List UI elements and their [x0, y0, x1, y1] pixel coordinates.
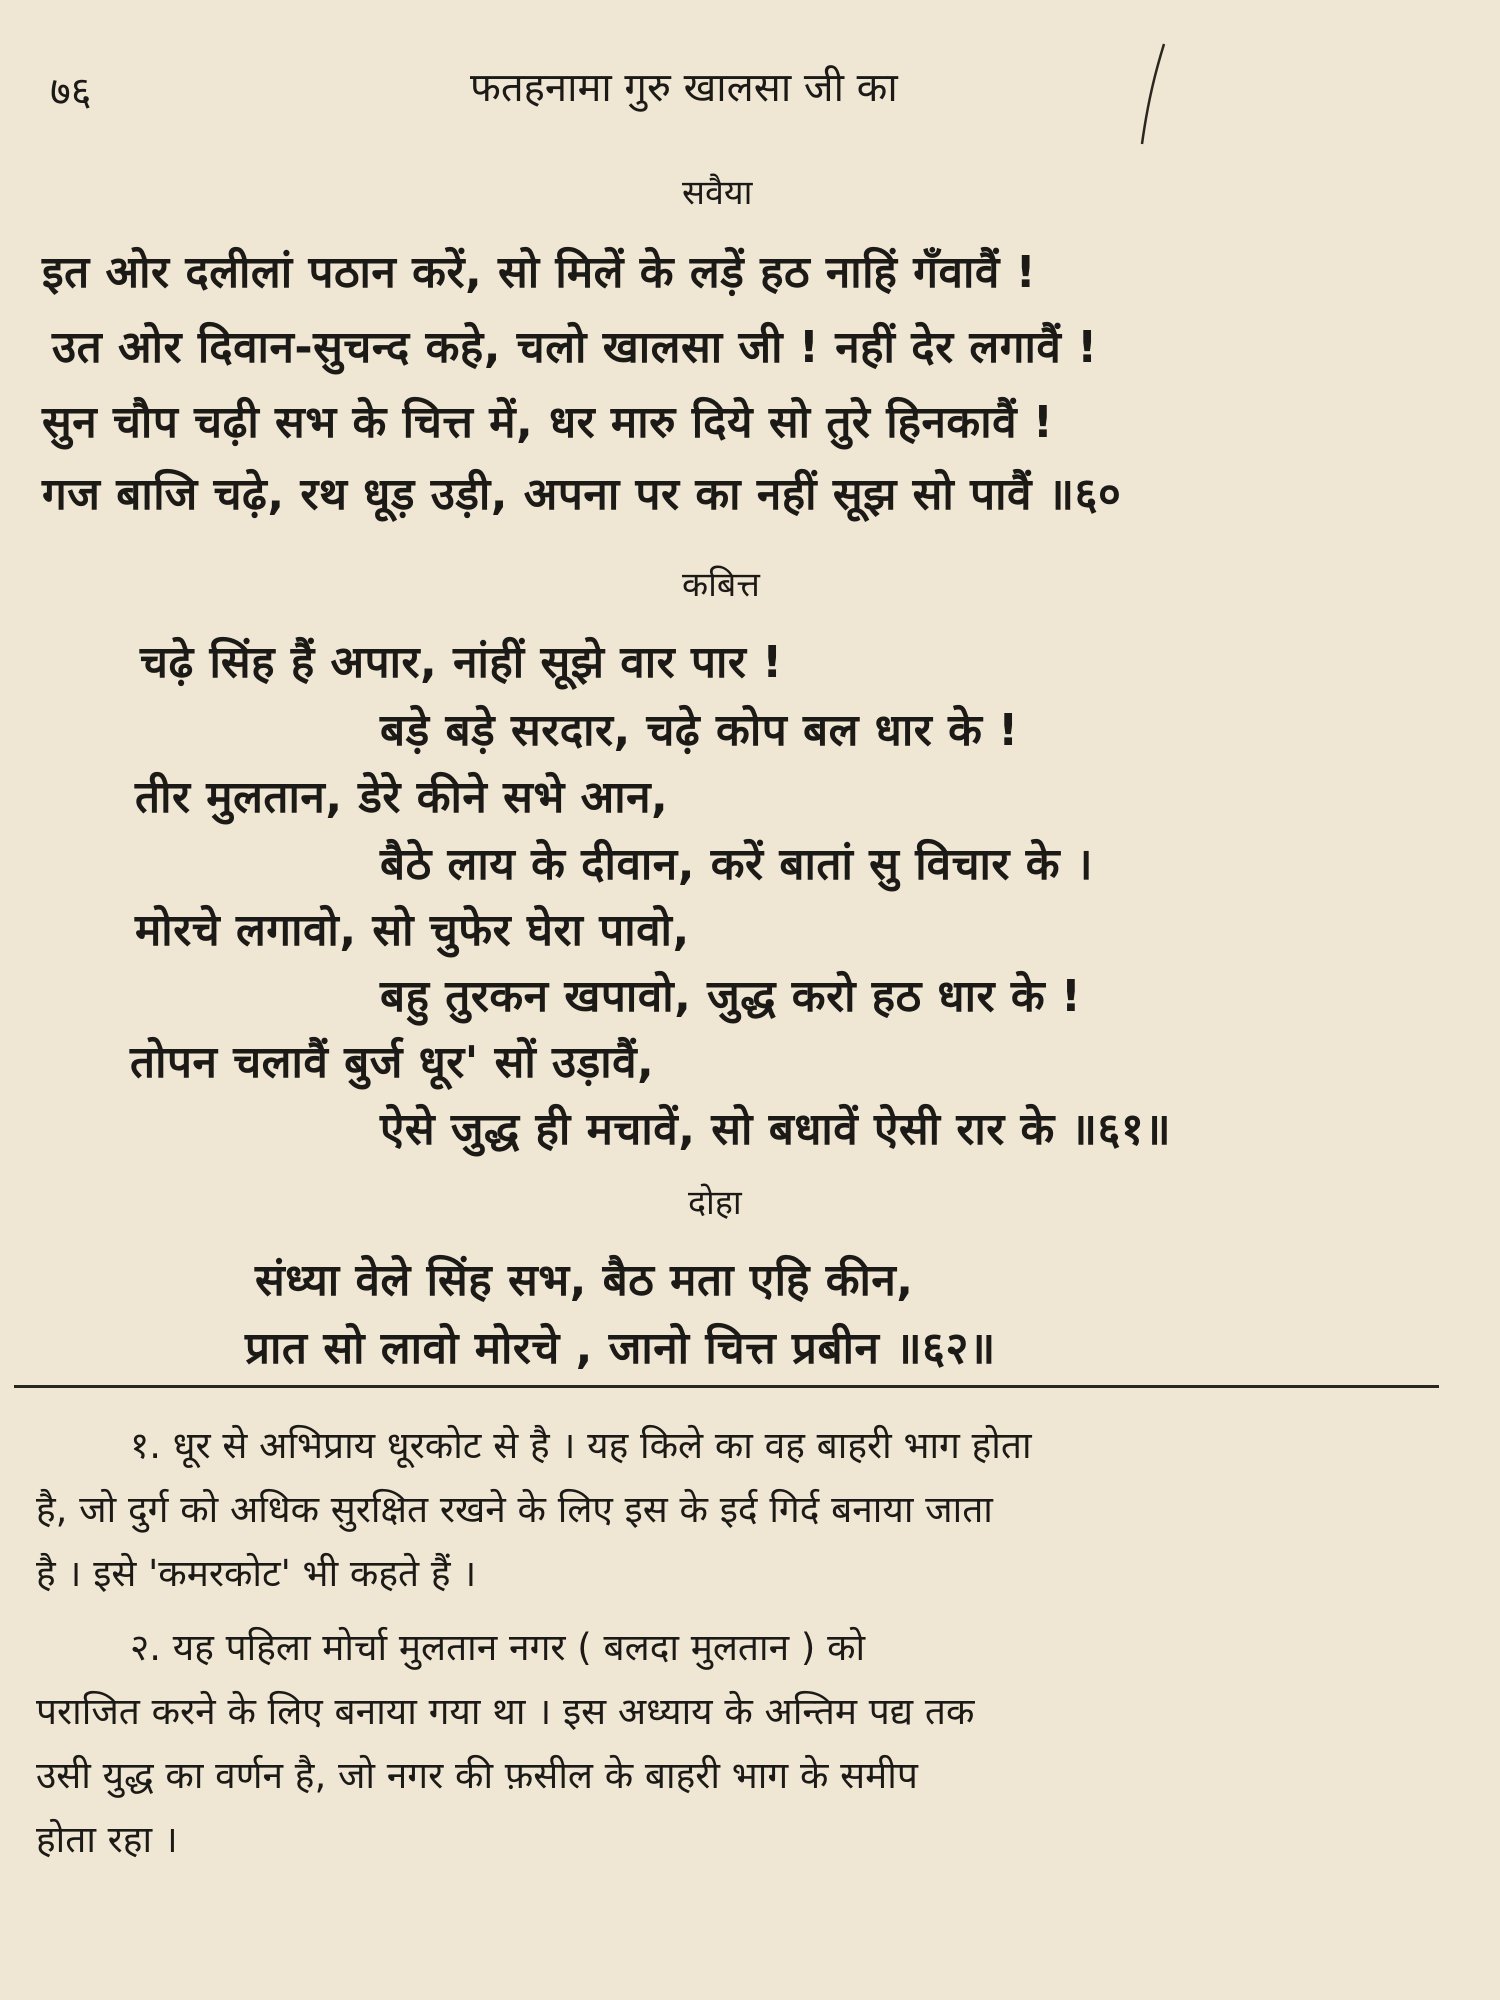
footnote-divider — [14, 1385, 1439, 1388]
verse-line: बहु तुरकन खपावो, जुद्ध करो हठ धार के ! — [380, 971, 1082, 1022]
verse-line: गज बाजि चढ़े, रथ धूड़ उड़ी, अपना पर का नहीं सूझ सो पावैं ॥६० — [42, 469, 1122, 520]
verse-line: बड़े बड़े सरदार, चढ़े कोप बल धार के ! — [380, 705, 1019, 756]
section-heading-doha: दोहा — [688, 1183, 742, 1223]
verse-line: संध्या वेले सिंह सभ, बैठ मता एहि कीन, — [255, 1255, 914, 1306]
section-heading-savaiya: सवैया — [682, 173, 753, 213]
footnote-line: है । इसे 'कमरकोट' भी कहते हैं । — [36, 1552, 477, 1595]
verse-line: चढ़े सिंह हैं अपार, नांहीं सूझे वार पार ! — [140, 637, 783, 688]
verse-line: बैठे लाय के दीवान, करें बातां सु विचार के । — [380, 839, 1094, 890]
running-title: फतहनामा गुरु खालसा जी का — [470, 65, 898, 111]
verse-line: सुन चौप चढ़ी सभ के चित्त में, धर मारु दिये सो तुरे हिनकावैं ! — [42, 397, 1054, 448]
section-heading-kabitt: कबित्त — [682, 565, 760, 605]
verse-line: तीर मुलतान, डेरे कीने सभे आन, — [135, 772, 669, 823]
footnote-line: होता रहा । — [36, 1818, 178, 1861]
footnote-line: २. यह पहिला मोर्चा मुलतान नगर ( बलदा मुलतान ) को — [130, 1626, 866, 1669]
verse-line: इत ओर दलीलां पठान करें, सो मिलें के लड़ें हठ नाहिं गँवावैं ! — [42, 247, 1037, 298]
pen-stroke-mark — [1130, 40, 1170, 150]
verse-line: तोपन चलावैं बुर्ज धूर' सों उड़ावैं, — [130, 1037, 655, 1088]
verse-line: ऐसे जुद्ध ही मचावें, सो बधावें ऐसी रार के ॥६१॥ — [380, 1104, 1172, 1155]
verse-line: प्रात सो लावो मोरचे , जानो चित्त प्रबीन ॥६२॥ — [245, 1323, 996, 1374]
verse-line: उत ओर दिवान-सुचन्द कहे, चलो खालसा जी ! नहीं देर लगावैं ! — [52, 322, 1098, 373]
footnote-line: १. धूर से अभिप्राय धूरकोट से है । यह किले का वह बाहरी भाग होता — [130, 1424, 1032, 1467]
footnote-line: पराजित करने के लिए बनाया गया था । इस अध्याय के अन्तिम पद्य तक — [36, 1690, 975, 1733]
footnote-line: है, जो दुर्ग को अधिक सुरक्षित रखने के लिए इस के इर्द गिर्द बनाया जाता — [36, 1488, 993, 1531]
footnote-line: उसी युद्ध का वर्णन है, जो नगर की फ़सील के बाहरी भाग के समीप — [36, 1754, 918, 1797]
page-number: ७६ — [50, 69, 92, 115]
verse-line: मोरचे लगावो, सो चुफेर घेरा पावो, — [135, 905, 690, 956]
